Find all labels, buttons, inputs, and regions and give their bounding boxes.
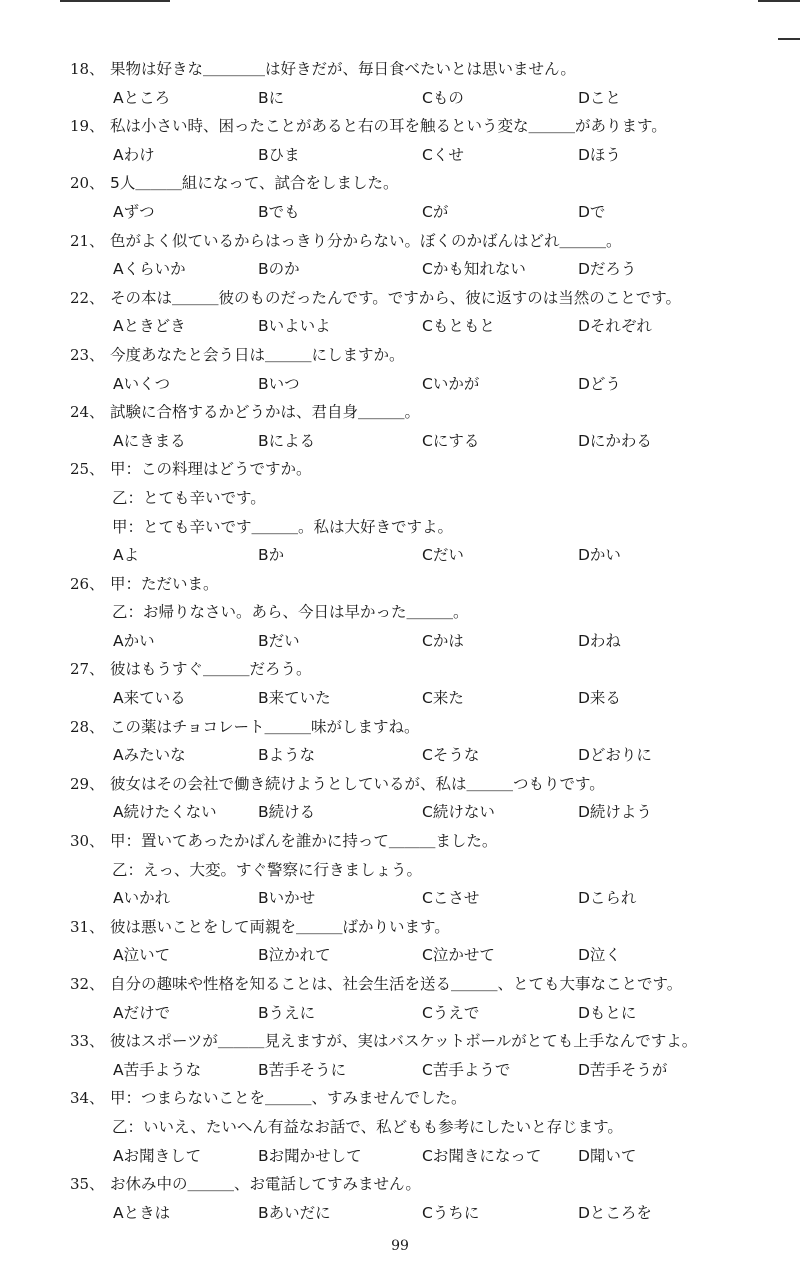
question-item: [0, 827, 800, 913]
answer-option-b[interactable]: Bに: [258, 88, 285, 107]
question-text: 今度あなたと会う日は＿＿＿にしますか。: [110, 345, 405, 364]
answer-option-a[interactable]: A苦手ような: [113, 1060, 202, 1079]
answer-options: [0, 884, 800, 913]
answer-option-c[interactable]: Cお聞きになって: [422, 1146, 542, 1165]
question-stem: [0, 913, 800, 942]
answer-option-c[interactable]: Cうえで: [422, 1003, 480, 1022]
question-item: [0, 55, 800, 112]
answer-options: [0, 198, 800, 227]
answer-option-d[interactable]: Dどおりに: [578, 746, 652, 765]
question-number: 23、: [70, 345, 105, 364]
question-text: 果物は好きな＿＿＿＿は好きだが、毎日食べたいとは思いません。: [110, 60, 576, 78]
question-stem: [0, 1170, 800, 1199]
question-text: 甲：ただいま。: [110, 574, 219, 593]
scan-artifact-line: [778, 38, 800, 40]
question-text: 甲：この料理はどうですか。: [110, 460, 312, 479]
question-text: 乙：いいえ、たいへん有益なお話で、私どもも参考にしたいと存じます。: [112, 1117, 623, 1136]
question-text: 乙：とても辛いです。: [112, 488, 266, 507]
answer-options: [0, 798, 800, 827]
answer-option-a[interactable]: Aみたいな: [113, 746, 186, 765]
answer-option-b[interactable]: Bお聞かせして: [258, 1146, 362, 1165]
question-number: 34、: [70, 1089, 105, 1108]
question-text: その本は＿＿＿彼のものだったんです。ですから、彼に返すのは当然のことです。: [110, 288, 682, 307]
question-stem: [0, 55, 800, 84]
dialog-line: [0, 513, 800, 542]
answer-option-d[interactable]: D来る: [578, 689, 621, 708]
answer-options: [0, 999, 800, 1028]
question-number: 18、: [70, 60, 105, 78]
answer-option-d[interactable]: Dほう: [578, 145, 621, 164]
answer-option-d[interactable]: Dわね: [578, 631, 621, 650]
dialog-line: [0, 1113, 800, 1142]
dialog-line: [0, 598, 800, 627]
answer-option-c[interactable]: C泣かせて: [422, 946, 495, 965]
question-number: 21、: [70, 231, 105, 250]
answer-option-a[interactable]: Aくらいか: [113, 260, 186, 279]
question-number: 25、: [70, 460, 105, 479]
question-text: 乙：えっ、大変。すぐ警察に行きましょう。: [112, 860, 423, 879]
question-stem: [0, 570, 800, 599]
question-item: [0, 1170, 800, 1227]
answer-option-d[interactable]: Dこと: [578, 88, 621, 107]
answer-option-b[interactable]: Bあいだに: [258, 1203, 331, 1222]
question-text: 色がよく似ているからはっきり分からない。ぼくのかばんはどれ＿＿＿。: [110, 231, 622, 250]
question-text: 5人＿＿＿組になって、試合をしました。: [110, 174, 399, 193]
answer-option-b[interactable]: B苦手そうに: [258, 1060, 347, 1079]
answer-option-a[interactable]: A泣いて: [113, 946, 171, 965]
question-text: 甲：とても辛いです＿＿＿。私は大好きですよ。: [112, 517, 454, 536]
question-text: 彼はもうすぐ＿＿＿だろう。: [110, 660, 312, 679]
question-stem: [0, 713, 800, 742]
answer-option-a[interactable]: Aお聞きして: [113, 1146, 202, 1165]
question-item: [0, 227, 800, 284]
answer-option-b[interactable]: B泣かれて: [258, 946, 331, 965]
answer-options: [0, 255, 800, 284]
answer-option-c[interactable]: Cそうな: [422, 746, 480, 765]
answer-option-b[interactable]: Bような: [258, 746, 316, 765]
question-item: [0, 770, 800, 827]
answer-options: [0, 427, 800, 456]
question-item: [0, 1027, 800, 1084]
answer-option-d[interactable]: Dだろう: [578, 260, 637, 279]
answer-option-b[interactable]: Bでも: [258, 202, 300, 221]
answer-options: [0, 141, 800, 170]
question-stem: [0, 1027, 800, 1056]
answer-option-b[interactable]: Bいよいよ: [258, 317, 331, 336]
question-number: 24、: [70, 403, 105, 422]
question-number: 27、: [70, 660, 105, 679]
question-number: 22、: [70, 288, 105, 307]
answer-option-d[interactable]: Dどう: [578, 374, 621, 393]
answer-option-c[interactable]: Cにする: [422, 431, 480, 450]
answer-option-b[interactable]: B来ていた: [258, 689, 331, 708]
question-stem: [0, 284, 800, 313]
answer-option-a[interactable]: Aにきまる: [113, 431, 186, 450]
answer-option-a[interactable]: Aわけ: [113, 145, 155, 164]
question-number: 32、: [70, 975, 105, 993]
answer-option-d[interactable]: Dそれぞれ: [578, 317, 652, 336]
question-list: [0, 55, 800, 1227]
answer-option-b[interactable]: Bいかせ: [258, 889, 316, 908]
question-item: [0, 713, 800, 770]
answer-option-b[interactable]: Bのか: [258, 260, 300, 279]
answer-options: [0, 941, 800, 970]
question-item: [0, 169, 800, 226]
answer-option-d[interactable]: Dで: [578, 202, 606, 221]
answer-option-c[interactable]: Cいかが: [422, 374, 480, 393]
answer-option-d[interactable]: Dにかわる: [578, 431, 652, 450]
question-stem: [0, 655, 800, 684]
question-text: 甲：置いてあったかばんを誰かに持って＿＿＿ました。: [110, 832, 498, 851]
question-text: 私は小さい時、困ったことがあると右の耳を触るという変な＿＿＿があります。: [110, 117, 667, 136]
question-text: 試験に合格するかどうかは、君自身＿＿＿。: [110, 403, 421, 422]
answer-option-d[interactable]: D苦手そうが: [578, 1060, 668, 1079]
question-stem: [0, 227, 800, 256]
question-number: 33、: [70, 1032, 105, 1051]
answer-option-d[interactable]: Dかい: [578, 546, 621, 565]
question-stem: [0, 169, 800, 198]
question-item: [0, 655, 800, 712]
answer-options: [0, 541, 800, 570]
answer-option-d[interactable]: D聞いて: [578, 1146, 637, 1165]
answer-options: [0, 1199, 800, 1228]
question-number: 20、: [70, 174, 105, 193]
question-item: [0, 455, 800, 569]
question-stem: [0, 1084, 800, 1113]
answer-option-a[interactable]: Aいくつ: [113, 374, 171, 393]
dialog-line: [0, 856, 800, 885]
question-text: お休み中の＿＿＿、お電話してすみません。: [110, 1175, 421, 1194]
answer-options: [0, 84, 800, 113]
question-item: [0, 970, 800, 1027]
answer-option-c[interactable]: Cかは: [422, 631, 464, 650]
answer-option-c[interactable]: Cかも知れない: [422, 260, 526, 279]
question-number: 19、: [70, 117, 105, 136]
question-text: 甲：つまらないことを＿＿＿、すみませんでした。: [110, 1089, 467, 1108]
question-number: 29、: [70, 774, 105, 793]
answer-option-a[interactable]: Aかい: [113, 631, 155, 650]
question-number: 35、: [70, 1175, 105, 1194]
answer-option-d[interactable]: Dところを: [578, 1203, 652, 1222]
question-stem: [0, 341, 800, 370]
answer-option-b[interactable]: Bだい: [258, 631, 300, 650]
answer-option-a[interactable]: A来ている: [113, 689, 186, 708]
answer-options: [0, 684, 800, 713]
answer-option-a[interactable]: Aときは: [113, 1203, 171, 1222]
question-text: 乙：お帰りなさい。あら、今日は早かった＿＿＿。: [112, 603, 469, 622]
question-stem: [0, 112, 800, 141]
question-text: 彼はスポーツが＿＿＿見えますが、実はバスケットボールがとても上手なんですよ。: [110, 1032, 698, 1051]
answer-option-d[interactable]: D泣く: [578, 946, 621, 965]
question-text: 自分の趣味や性格を知ることは、社会生活を送る＿＿＿、とても大事なことです。: [110, 975, 683, 993]
answer-option-c[interactable]: Cこさせ: [422, 889, 480, 908]
question-item: [0, 1084, 800, 1170]
question-text: この薬はチョコレート＿＿＿味がしますね。: [110, 717, 420, 736]
answer-option-a[interactable]: A続けたくない: [113, 803, 217, 822]
answer-option-d[interactable]: Dこられ: [578, 889, 637, 908]
answer-options: [0, 312, 800, 341]
answer-option-a[interactable]: Aときどき: [113, 317, 186, 336]
question-stem: [0, 827, 800, 856]
scan-artifact-line: [758, 0, 800, 2]
answer-option-c[interactable]: C来た: [422, 689, 464, 708]
answer-option-b[interactable]: B続ける: [258, 803, 316, 822]
question-item: [0, 398, 800, 455]
page-number: 99: [391, 1238, 409, 1254]
answer-options: [0, 1056, 800, 1085]
answer-option-a[interactable]: Aよ: [113, 546, 140, 565]
answer-options: [0, 1142, 800, 1171]
question-text: 彼女はその会社で働き続けようとしているが、私は＿＿＿つもりです。: [110, 774, 605, 793]
answer-option-b[interactable]: Bひま: [258, 145, 300, 164]
question-stem: [0, 455, 800, 484]
answer-option-a[interactable]: Aいかれ: [113, 889, 171, 908]
question-stem: [0, 398, 800, 427]
answer-option-c[interactable]: C苦手ようで: [422, 1060, 511, 1079]
answer-option-c[interactable]: Cうちに: [422, 1203, 480, 1222]
answer-option-a[interactable]: Aだけで: [113, 1003, 171, 1022]
answer-option-b[interactable]: Bか: [258, 546, 285, 565]
question-number: 28、: [70, 717, 105, 736]
answer-option-b[interactable]: Bによる: [258, 431, 316, 450]
question-item: [0, 570, 800, 656]
question-item: [0, 913, 800, 970]
question-item: [0, 112, 800, 169]
question-text: 彼は悪いことをして両親を＿＿＿ばかりいます。: [110, 917, 450, 936]
answer-option-c[interactable]: Cもの: [422, 88, 464, 107]
answer-option-a[interactable]: Aずつ: [113, 202, 155, 221]
answer-option-c[interactable]: Cが: [422, 202, 449, 221]
scan-artifact-line: [60, 0, 170, 2]
answer-options: [0, 741, 800, 770]
answer-options: [0, 627, 800, 656]
question-number: 31、: [70, 917, 105, 936]
answer-option-c[interactable]: Cもともと: [422, 317, 495, 336]
dialog-line: [0, 484, 800, 513]
answer-option-b[interactable]: Bいつ: [258, 374, 300, 393]
answer-option-b[interactable]: Bうえに: [258, 1003, 316, 1022]
question-stem: [0, 970, 800, 999]
question-item: [0, 341, 800, 398]
answer-option-c[interactable]: Cだい: [422, 546, 464, 565]
answer-option-d[interactable]: Dもとに: [578, 1003, 637, 1022]
question-stem: [0, 770, 800, 799]
question-item: [0, 284, 800, 341]
question-number: 30、: [70, 832, 105, 851]
answer-option-c[interactable]: C続けない: [422, 803, 495, 822]
answer-option-a[interactable]: Aところ: [113, 88, 171, 107]
answer-options: [0, 370, 800, 399]
answer-option-d[interactable]: D続けよう: [578, 803, 652, 822]
question-number: 26、: [70, 574, 105, 593]
answer-option-c[interactable]: Cくせ: [422, 145, 464, 164]
